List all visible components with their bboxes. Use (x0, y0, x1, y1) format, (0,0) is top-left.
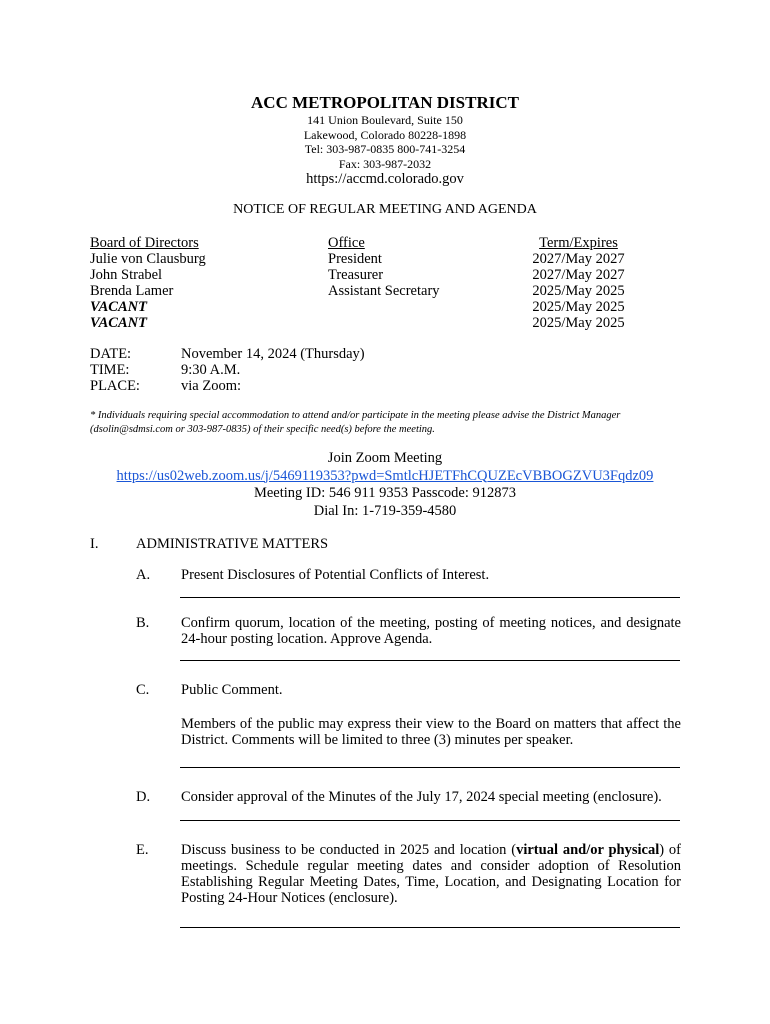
place-value: via Zoom: (181, 378, 242, 394)
zoom-dial-in: Dial In: 1-719-359-4580 (313, 502, 457, 519)
district-title: ACC METROPOLITAN DISTRICT (251, 93, 519, 112)
board-office-column (328, 235, 440, 299)
member-name: John Strabel (90, 267, 163, 283)
member-office: Assistant Secretary (328, 283, 440, 299)
date-label: DATE: (90, 346, 132, 362)
accommodation-note: * Individuals requiring special accommodation to attend and/or participate in the meeting please advise the District Manager (dsolin@sdmsi.com or 303-987-0835) of their specific need(s) before the meeting. (90, 410, 621, 435)
zoom-link-row (0, 468, 770, 486)
term-header: Term/Expires (539, 235, 618, 251)
item-text-e-bold: virtual and/or physical (516, 842, 660, 858)
member-term: 2027/May 2027 (532, 267, 625, 283)
signature-line (180, 660, 680, 661)
member-term: 2025/May 2025 (532, 299, 625, 315)
place-label: PLACE: (90, 378, 140, 394)
signature-line (180, 820, 680, 821)
board-term-column (520, 235, 637, 331)
section-title: ADMINISTRATIVE MATTERS (136, 536, 329, 552)
office-header: Office (328, 235, 365, 251)
item-text-e-start: Discuss business to be conducted in 2025 and location ( (181, 842, 517, 858)
time-label: TIME: (90, 362, 130, 378)
item-label-e: E. (136, 842, 149, 858)
item-text-b: Confirm quorum, location of the meeting, posting of meeting notices, and designate 24-hour posting location. Approve Agenda. (181, 615, 681, 647)
member-name: Brenda Lamer (90, 283, 174, 299)
item-label-a: A. (136, 567, 151, 583)
member-office: President (328, 251, 382, 267)
fax: Fax: 303-987-2032 (338, 156, 432, 171)
member-term: 2025/May 2025 (532, 283, 625, 299)
item-label-c: C. (136, 682, 150, 698)
item-text-d: Consider approval of the Minutes of the July 17, 2024 special meeting (enclosure). (181, 789, 662, 805)
zoom-heading: Join Zoom Meeting (327, 450, 443, 466)
date-value: November 14, 2024 (Thursday) (181, 346, 365, 362)
item-label-b: B. (136, 615, 150, 631)
time-value: 9:30 A.M. (181, 362, 241, 378)
item-text-e (181, 842, 681, 906)
item-text-c: Public Comment. (181, 682, 283, 698)
signature-line (180, 927, 680, 928)
notice-title: NOTICE OF REGULAR MEETING AND AGENDA (233, 202, 537, 217)
member-term: 2025/May 2025 (532, 315, 625, 331)
signature-line (180, 767, 680, 768)
member-name: Julie von Clausburg (90, 251, 206, 267)
zoom-meeting-id: Meeting ID: 546 911 9353 Passcode: 912873 (253, 485, 517, 501)
website-url: https://accmd.colorado.gov (306, 171, 464, 187)
item-text-e-end: ) of meetings. Schedule regular meeting dates and consider adoption of Resolution Establishing Regular Meeting Dates, Time, Location, and Designating Location for Posting 24-Hour Notices (enclosure). (181, 842, 681, 906)
item-subtext-c: Members of the public may express their view to the Board on matters that affect the District. Comments will be limited to three (3) minutes per speaker. (181, 716, 681, 748)
zoom-meeting-link[interactable]: https://us02web.zoom.us/j/5469119353?pwd=SmtlcHJETFhCQUZEcVBBOGZVU3Fqdz09 (116, 467, 654, 484)
meeting-values (181, 346, 365, 394)
item-text-a: Present Disclosures of Potential Conflicts of Interest. (181, 567, 490, 583)
item-label-d: D. (136, 789, 151, 805)
board-names-column (90, 235, 206, 331)
address-line-2: Lakewood, Colorado 80228-1898 (303, 127, 467, 142)
section-number: I. (90, 536, 99, 552)
address-line-1: 141 Union Boulevard, Suite 150 (307, 113, 463, 127)
meeting-labels (90, 346, 140, 394)
telephone: Tel: 303-987-0835 800-741-3254 (304, 142, 466, 156)
board-header: Board of Directors (90, 235, 199, 251)
member-office: Treasurer (328, 267, 384, 283)
member-name-vacant: VACANT (90, 299, 147, 315)
member-term: 2027/May 2027 (532, 251, 625, 267)
signature-line (180, 597, 680, 598)
member-name-vacant: VACANT (90, 315, 147, 331)
